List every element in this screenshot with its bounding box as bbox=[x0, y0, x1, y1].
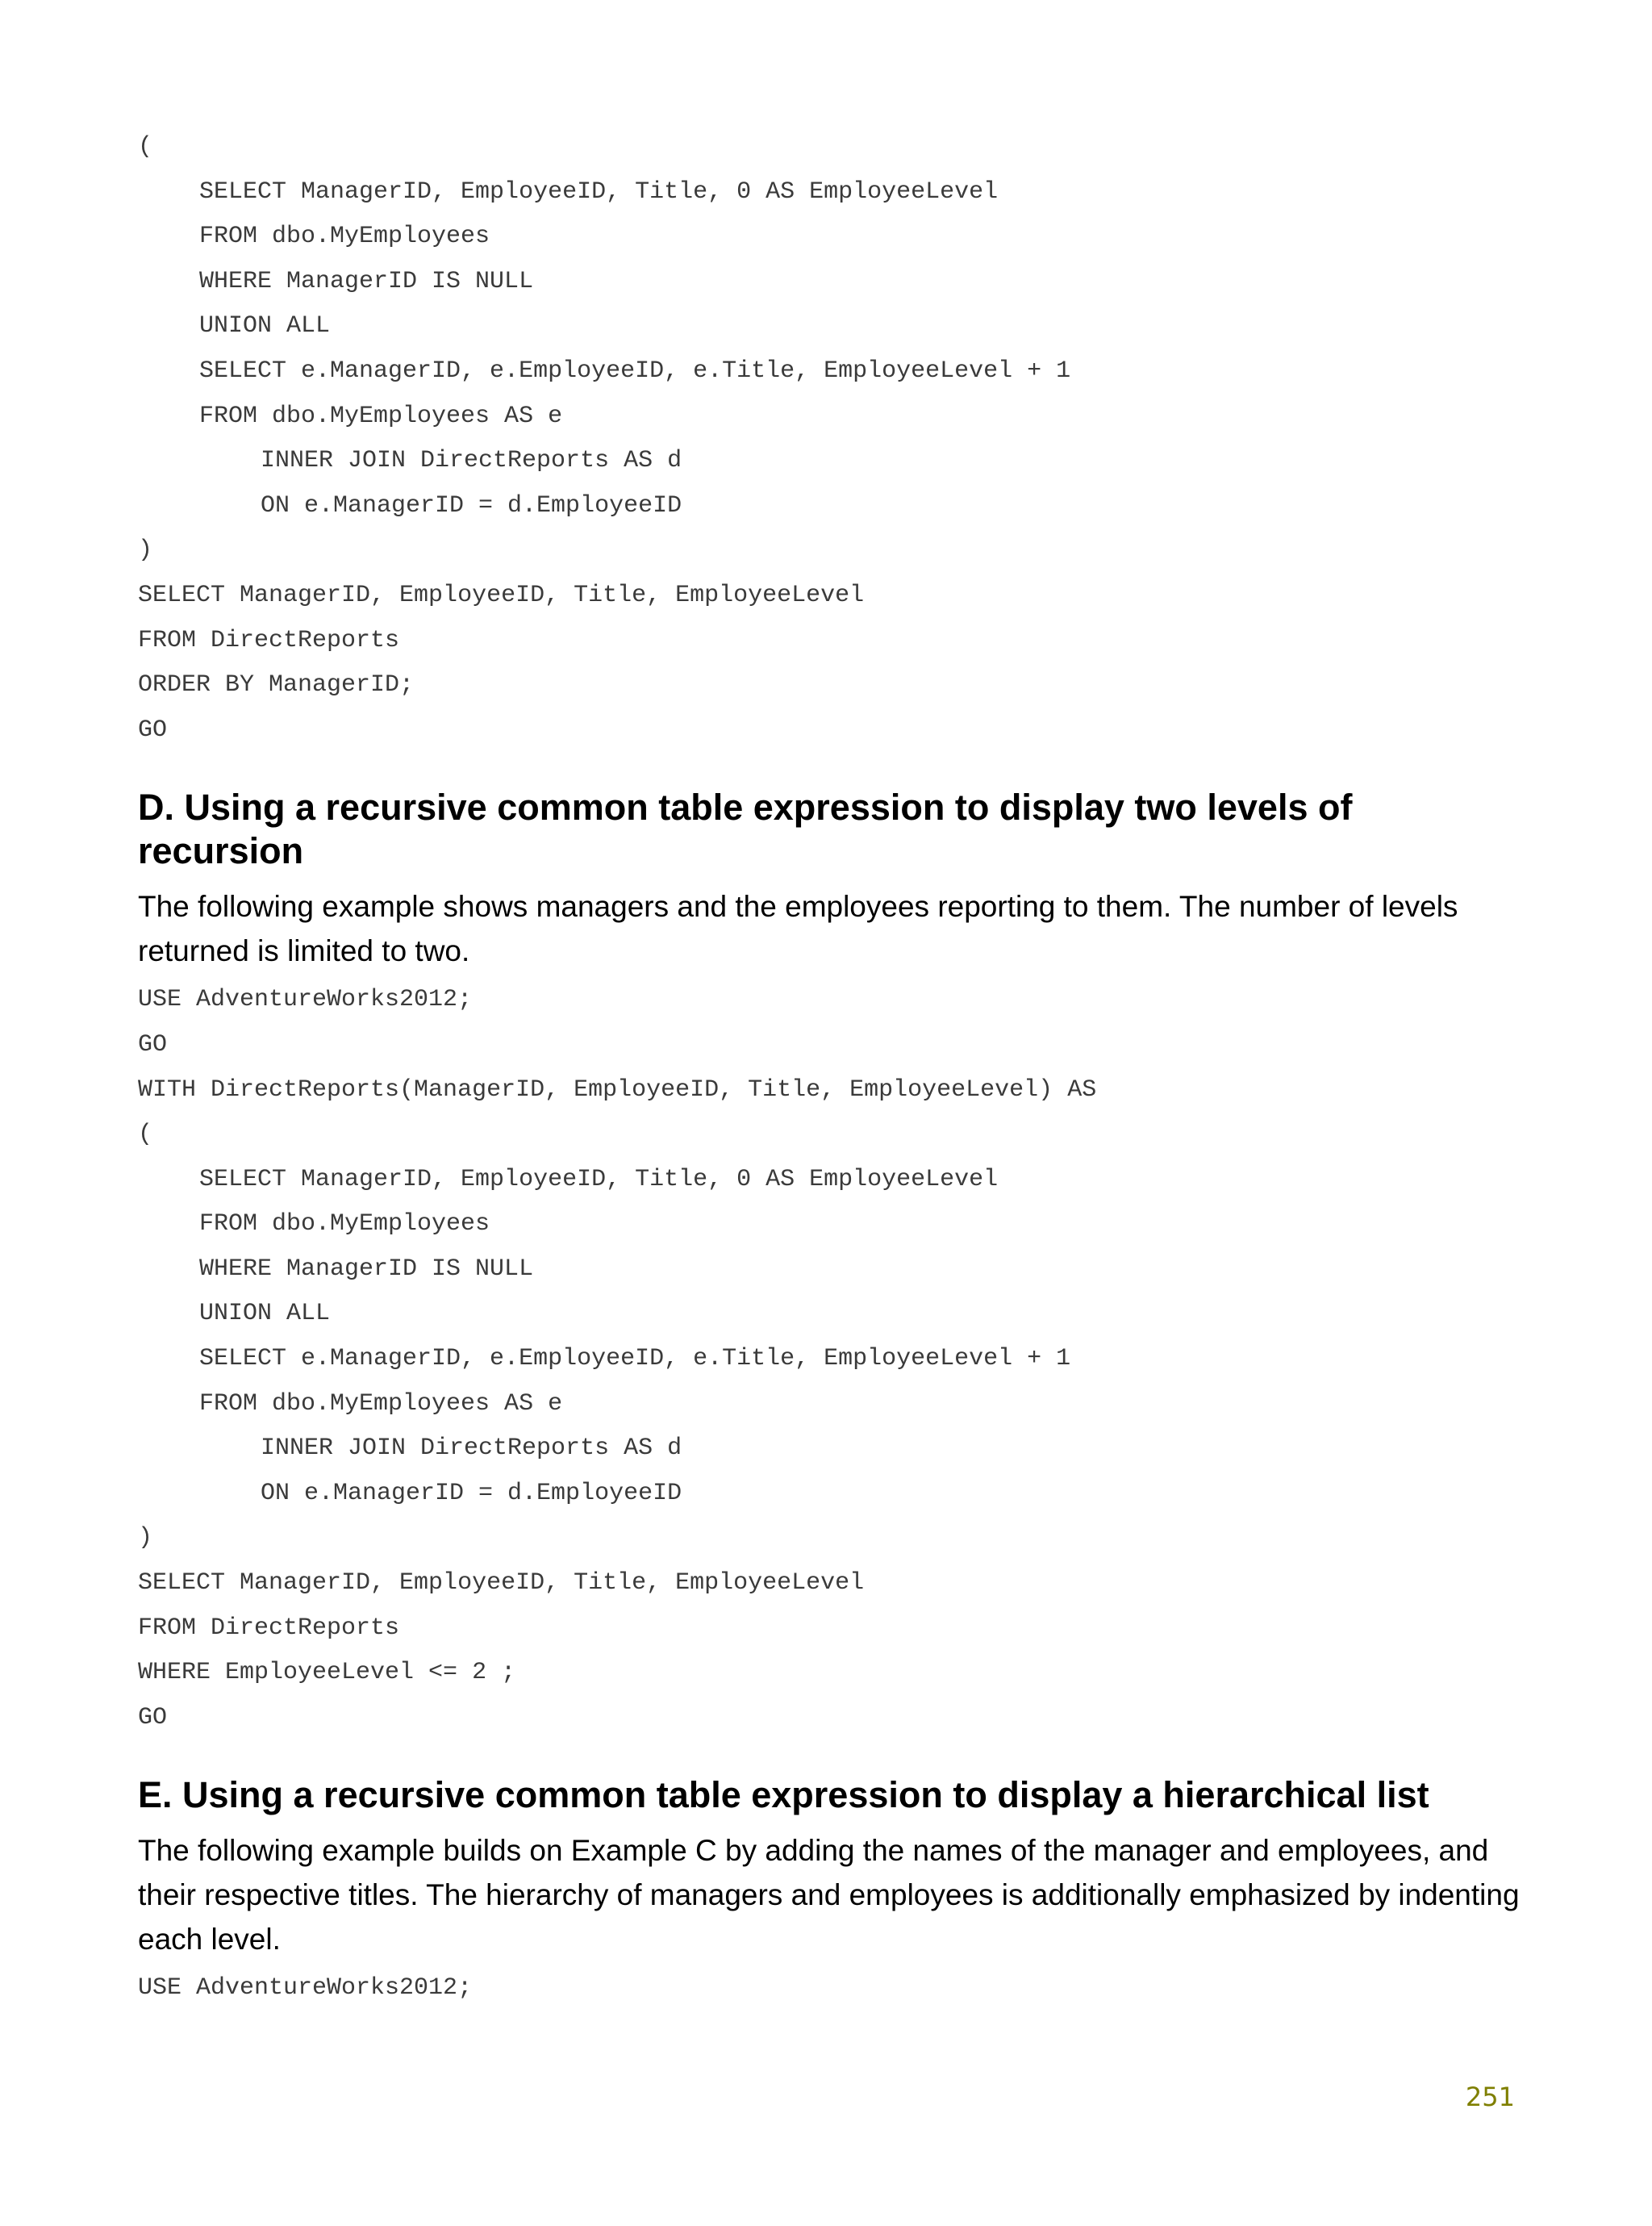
code-line: FROM dbo.MyEmployees bbox=[199, 1210, 490, 1238]
code-line: SELECT ManagerID, EmployeeID, Title, 0 AS EmployeeLevel bbox=[199, 1165, 999, 1193]
code-line: SELECT ManagerID, EmployeeID, Title, EmployeeLevel bbox=[138, 1569, 865, 1597]
section-heading-d: D. Using a recursive common table expression to display two levels of recursion bbox=[138, 787, 1353, 872]
code-block-example-c-continued bbox=[138, 125, 1525, 753]
code-line: ) bbox=[138, 537, 153, 565]
code-line: GO bbox=[138, 1703, 168, 1731]
code-line: SELECT ManagerID, EmployeeID, Title, 0 AS EmployeeLevel bbox=[199, 177, 999, 206]
section-paragraph-d: The following example shows managers and the employees reporting to them. The number of levels returned is limited to two. bbox=[138, 890, 1458, 968]
code-line: UNION ALL bbox=[199, 1300, 331, 1328]
code-line: FROM dbo.MyEmployees bbox=[199, 223, 490, 251]
section-paragraph-e: The following example builds on Example C by adding the names of the manager and employees, and their respective titles. The hierarchy of managers and employees is additionally emphasized by indenting each level. bbox=[138, 1834, 1520, 1957]
code-line: FROM dbo.MyEmployees AS e bbox=[199, 1389, 563, 1418]
code-line: SELECT ManagerID, EmployeeID, Title, EmployeeLevel bbox=[138, 581, 865, 609]
document-page bbox=[138, 125, 1525, 2011]
code-line: ) bbox=[138, 1524, 153, 1552]
code-line: GO bbox=[138, 716, 168, 744]
code-line: WHERE ManagerID IS NULL bbox=[199, 267, 534, 295]
section-heading-e: E. Using a recursive common table expression to display a hierarchical list bbox=[138, 1774, 1429, 1816]
page-number: 251 bbox=[1465, 2082, 1515, 2112]
code-line: WHERE EmployeeLevel <= 2 ; bbox=[138, 1659, 516, 1687]
code-line: INNER JOIN DirectReports AS d bbox=[261, 447, 682, 475]
code-line: ORDER BY ManagerID; bbox=[138, 671, 415, 700]
code-line: FROM DirectReports bbox=[138, 1614, 400, 1642]
code-line: GO bbox=[138, 1030, 168, 1059]
code-line: ( bbox=[138, 133, 153, 161]
code-line: SELECT e.ManagerID, e.EmployeeID, e.Title, EmployeeLevel + 1 bbox=[199, 357, 1071, 385]
code-line: FROM dbo.MyEmployees AS e bbox=[199, 402, 563, 430]
code-line: ( bbox=[138, 1121, 153, 1149]
code-line: WITH DirectReports(ManagerID, EmployeeID, Title, EmployeeLevel) AS bbox=[138, 1075, 1097, 1104]
code-line: WHERE ManagerID IS NULL bbox=[199, 1255, 534, 1283]
code-line: FROM DirectReports bbox=[138, 626, 400, 654]
code-line: SELECT e.ManagerID, e.EmployeeID, e.Title, EmployeeLevel + 1 bbox=[199, 1345, 1071, 1373]
code-line: ON e.ManagerID = d.EmployeeID bbox=[261, 1479, 682, 1507]
code-line: USE AdventureWorks2012; bbox=[138, 986, 473, 1014]
code-line: INNER JOIN DirectReports AS d bbox=[261, 1435, 682, 1463]
code-block-example-d bbox=[138, 978, 1525, 1740]
code-line: ON e.ManagerID = d.EmployeeID bbox=[261, 491, 682, 520]
code-line: UNION ALL bbox=[199, 312, 331, 340]
code-line: USE AdventureWorks2012; bbox=[138, 1974, 473, 2003]
code-block-example-e bbox=[138, 1966, 1525, 2011]
